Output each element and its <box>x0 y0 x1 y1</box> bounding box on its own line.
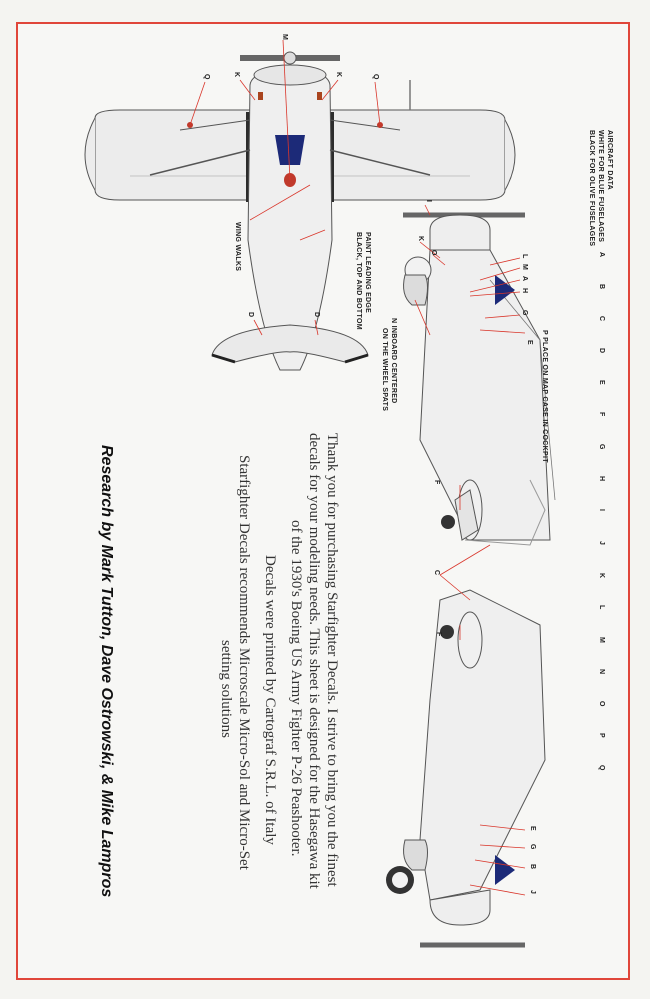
letter-L: L <box>521 254 528 259</box>
wing-walks-label: WING WALKS <box>234 222 241 272</box>
letter-Q: Q <box>372 74 379 80</box>
aircraft-data-column-f: F <box>598 412 605 417</box>
letter-E: E <box>529 826 536 831</box>
letter-K: K <box>335 72 342 78</box>
side-view-aircraft-upper <box>403 215 555 545</box>
paint-leading-edge-label: PAINT LEADING EDGE <box>364 232 371 314</box>
aircraft-data-column-a: A <box>598 252 605 258</box>
letter-O: O <box>430 250 437 256</box>
aircraft-data-column-g: G <box>598 444 605 450</box>
aircraft-data-line2: BLACK FOR OLIVE FUSELAGES <box>588 130 595 247</box>
aircraft-data-line1: WHITE FOR BLUE FUSELAGES <box>597 130 604 243</box>
printer-note: Decals were printed by Cartograf S.R.L. of Italy <box>262 555 278 845</box>
paint-leading-edge-label-2: BLACK, TOP AND BOTTOM <box>355 232 362 330</box>
aircraft-data-column-d: D <box>598 348 605 354</box>
inboard-centered-label: N INBOARD CENTERED <box>390 318 397 404</box>
aircraft-data-column-i: I <box>598 508 605 511</box>
letter-G: G <box>521 310 528 316</box>
aircraft-data-column-b: B <box>598 284 605 290</box>
aircraft-data-column-o: O <box>598 700 605 707</box>
aircraft-data-column-p: P <box>598 732 605 738</box>
aircraft-data-column-q: Q <box>598 765 605 771</box>
aircraft-data-column-c: C <box>598 316 605 322</box>
letter-C: C <box>433 570 440 576</box>
letter-A: A <box>521 276 528 282</box>
aircraft-data-title: AIRCRAFT DATA <box>606 130 613 191</box>
aircraft-data-column-k: K <box>598 572 605 578</box>
thank-you-line-1: Thank you for purchasing Starfighter Decals. I strive to bring you the finest <box>324 433 340 887</box>
letter-B: B <box>529 864 536 870</box>
map-case-label: P PLACE ON MAP CASE IN COCKPIT <box>541 330 548 463</box>
letter-E: E <box>526 340 533 345</box>
research-credits: Research by Mark Tutton, Dave Ostrowski, & Mike Lampros <box>98 445 115 898</box>
thank-you-line-2: decals for your modeling needs. This sheet is designed for the Hasegawa kit <box>306 433 322 889</box>
aircraft-data-column-n: N <box>598 668 605 674</box>
letter-K: K <box>417 236 424 242</box>
letter-D: D <box>247 312 254 318</box>
side-view-aircraft-lower <box>386 590 545 945</box>
aircraft-data-column-e: E <box>598 380 605 385</box>
wheel-spats-label: ON THE WHEEL SPATS <box>381 328 388 412</box>
letter-M: M <box>521 264 528 271</box>
letter-F: F <box>435 632 442 637</box>
letter-I: I <box>425 200 432 203</box>
letter-J: J <box>529 890 536 895</box>
aircraft-data-column-l: L <box>598 604 605 609</box>
letter-F: F <box>433 480 440 485</box>
recommend-line-2: setting solutions <box>218 640 234 738</box>
aircraft-data-column-m: M <box>598 636 605 643</box>
letter-H: H <box>521 288 528 294</box>
aircraft-data-column-h: H <box>598 476 605 482</box>
letter-K: K <box>233 72 240 78</box>
letter-D: D <box>313 312 320 318</box>
recommend-line-1: Starfighter Decals recommends Microscale Micro-Sol and Micro-Set <box>236 455 252 870</box>
letter-G: G <box>529 844 536 850</box>
letter-M: M <box>281 34 288 41</box>
aircraft-data-column-j: J <box>598 540 605 545</box>
letter-Q: Q <box>203 74 210 80</box>
thank-you-line-3: of the 1930's Boeing US Army Fighter P-26 Peashooter. <box>288 520 304 857</box>
